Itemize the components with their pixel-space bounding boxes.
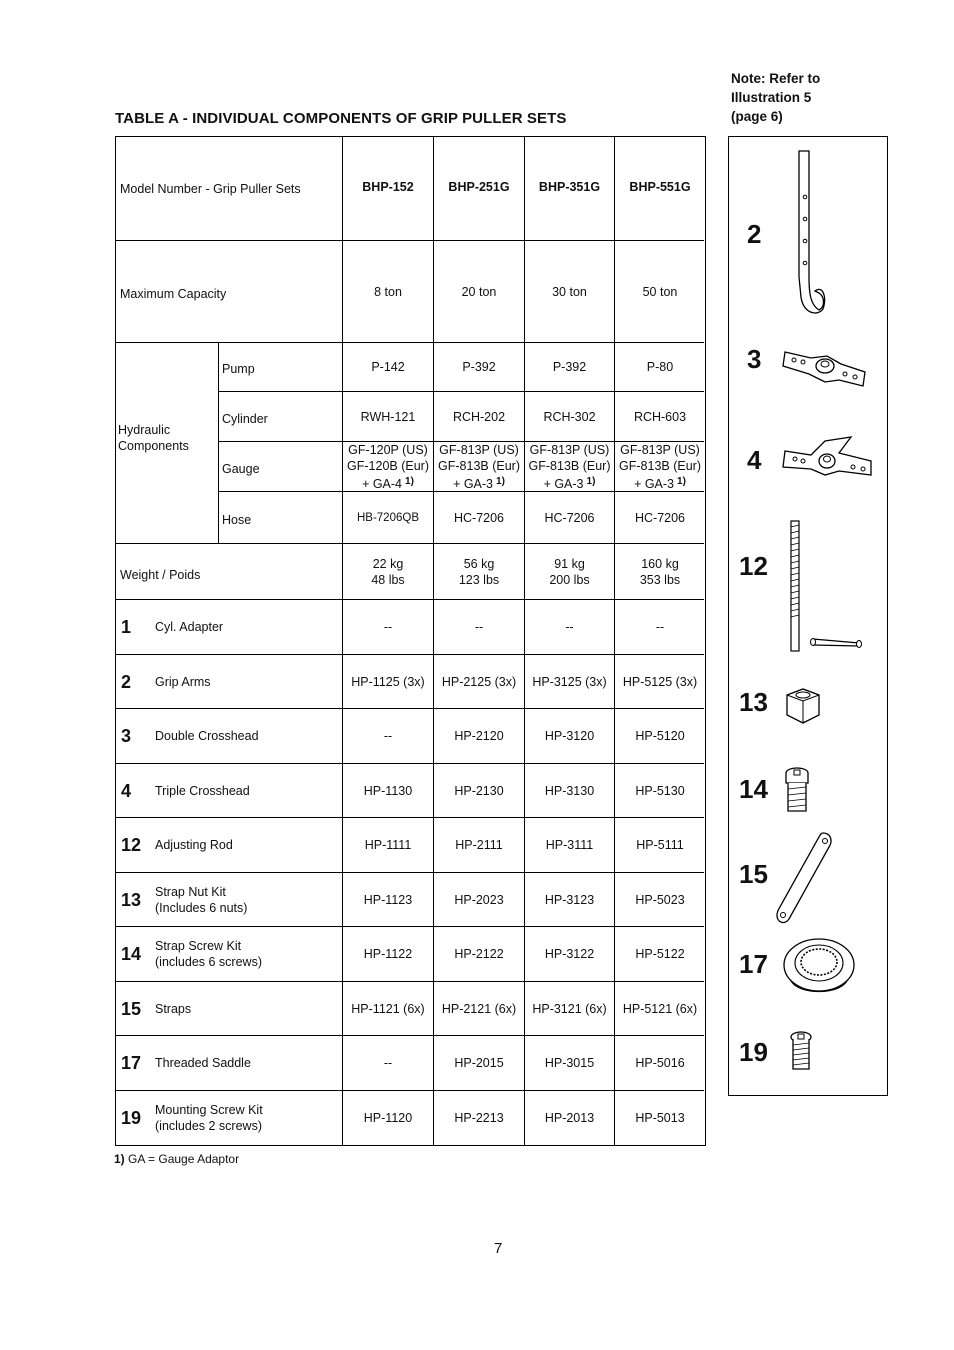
capacity-value: 8 ton [374,284,402,299]
component-label [155,764,340,818]
weight-label: Weight / Poids [120,568,201,582]
gauge-value [434,443,524,491]
component-part-number: HP-2013 [544,1111,595,1125]
component-part-number: HP-2120 [454,729,504,743]
gauge-line: + GA-3 [634,477,675,491]
gauge-line: GF-120P (US) [348,443,428,457]
component-part-number: HP-3130 [544,784,595,798]
component-part-number: -- [383,1056,393,1070]
weight-value [615,544,705,599]
component-part-number: HP-1130 [363,784,413,798]
pump-value: P-142 [371,360,405,374]
cylinder-value: RCH-302 [543,409,596,424]
component-number: 3 [121,725,132,746]
hydraulic-label-line: Components [118,439,189,453]
model-header: BHP-551G [629,180,691,194]
component-subtext: (includes 6 screws) [155,955,262,969]
component-number: 15 [121,998,142,1019]
component-number: 13 [121,889,142,910]
component-part-number: HP-1120 [363,1111,413,1125]
cylinder-value: RWH-121 [360,409,416,424]
component-label [155,818,340,872]
gauge-line: GF-813B (Eur) [619,459,701,473]
component-part-number: HP-3111 [545,838,594,852]
pump-value: P-392 [552,360,587,374]
gauge-line: GF-813B (Eur) [438,459,520,473]
component-subtext: (includes 2 screws) [155,1119,262,1133]
components-table [115,136,706,1146]
component-part-number: -- [474,620,484,634]
component-part-number: HP-2125 (3x) [441,675,517,689]
weight-value [343,544,433,599]
capacity-value: 50 ton [642,284,678,299]
component-label [155,927,340,981]
weight-lbs: 123 lbs [458,572,500,587]
component-number: 17 [121,1052,142,1073]
hose-value: HC-7206 [544,510,595,525]
footnote-ref: 1) [586,476,596,487]
component-part-number: -- [383,620,393,634]
pump-value: P-392 [462,360,496,374]
component-part-number: HP-5016 [635,1056,685,1070]
component-subtext: (Includes 6 nuts) [155,901,248,915]
component-part-number: HP-2111 [455,838,503,852]
illustration-note [731,69,820,126]
gauge-line: GF-813P (US) [529,443,610,457]
model-number-label: Model Number - Grip Puller Sets [120,181,301,196]
gauge-line: GF-813B (Eur) [528,459,611,473]
footnote [114,1152,239,1166]
gauge-value [343,443,433,491]
model-header: BHP-351G [538,180,601,194]
weight-kg: 22 kg [372,556,404,571]
footnote-ref: 1) [677,476,686,487]
component-part-number: HP-3015 [544,1056,595,1070]
capacity-value: 30 ton [552,284,587,299]
component-label [155,600,340,654]
hose-value: HC-7206 [634,510,686,525]
cylinder-value: RCH-202 [452,409,506,424]
component-part-number: HP-5111 [636,838,684,852]
illustration-number: 15 [739,859,768,889]
component-part-number: HP-5013 [635,1111,685,1125]
component-part-number: -- [565,620,574,634]
note-line: Illustration 5 [731,90,812,105]
illustration-number: 19 [739,1037,768,1067]
component-part-number: HP-1123 [363,893,413,907]
component-label [155,655,340,709]
strap-icon [773,829,837,925]
component-name: Mounting Screw Kit [155,1103,263,1117]
gauge-line: GF-813P (US) [439,443,519,457]
component-part-number: HP-1121 (6x) [351,1002,425,1016]
illustration-number: 4 [747,445,762,475]
illustration-number: 3 [747,344,762,374]
gauge-label: Gauge [222,462,260,476]
illustration-number: 17 [739,949,768,979]
illustration-number: 14 [739,774,768,804]
weight-lbs: 48 lbs [371,572,405,587]
component-label [155,982,340,1036]
illustration-number: 2 [747,219,762,249]
hose-label: Hose [222,513,252,527]
strap-screw-icon [783,765,813,817]
component-part-number: HP-2130 [454,784,504,798]
component-part-number: HP-1111 [364,838,412,852]
illustration-panel [728,136,888,1096]
weight-value [434,544,524,599]
footnote-ref: 1) [405,476,414,487]
model-header: BHP-251G [448,180,510,194]
component-label [155,873,340,927]
component-number: 4 [121,780,132,801]
weight-kg: 91 kg [554,556,585,571]
component-part-number: HP-1122 [363,947,413,961]
component-name: Cyl. Adapter [155,620,224,634]
component-name: Threaded Saddle [155,1056,251,1070]
weight-value [525,544,614,599]
component-name: Straps [155,1002,192,1016]
cylinder-label: Cylinder [222,412,268,426]
illustration-number: 12 [739,551,768,581]
pump-label: Pump [222,362,255,376]
component-part-number: HP-2023 [454,893,504,907]
double-crosshead-icon [781,342,871,392]
weight-kg: 56 kg [463,556,495,571]
gauge-line: GF-120B (Eur) [347,459,429,473]
component-number: 12 [121,834,142,855]
component-label [155,1091,340,1145]
gauge-value [525,443,614,491]
component-name: Double Crosshead [155,729,259,743]
gauge-line: + GA-4 [362,477,403,491]
component-name: Adjusting Rod [155,838,233,852]
component-part-number: HP-3121 (6x) [532,1002,607,1016]
component-part-number: HP-3120 [544,729,595,743]
component-part-number: HP-5120 [635,729,685,743]
hydraulic-label-line: Hydraulic [118,423,171,437]
grip-arm-icon [789,147,839,317]
weight-kg: 160 kg [641,556,679,571]
cylinder-value: RCH-603 [633,409,687,424]
mounting-screw-icon [789,1029,815,1075]
component-name: Strap Nut Kit [155,885,226,899]
max-capacity-label: Maximum Capacity [120,286,227,301]
component-number: 19 [121,1107,142,1128]
component-label [155,1036,340,1090]
component-part-number: HP-3122 [544,947,595,961]
note-line: Note: Refer to [731,71,821,86]
component-part-number: HP-5121 (6x) [622,1002,698,1016]
component-part-number: -- [383,729,393,743]
gauge-line: + GA-3 [453,477,494,491]
hose-value: HB-7206QB [356,511,419,524]
component-part-number: -- [655,620,665,634]
illustration-number: 13 [739,687,768,717]
page-number: 7 [494,1240,503,1257]
component-part-number: HP-2122 [454,947,504,961]
component-part-number: HP-2015 [454,1056,504,1070]
component-name: Grip Arms [155,675,211,689]
model-header: BHP-152 [362,180,414,194]
component-part-number: HP-5130 [635,784,685,798]
footnote-text: GA = Gauge Adaptor [128,1152,240,1166]
strap-nut-icon [781,685,825,727]
table-title: TABLE A - INDIVIDUAL COMPONENTS OF GRIP PULLER SETS [115,110,567,127]
component-number: 1 [121,616,132,637]
component-label [155,709,340,763]
pump-value: P-80 [646,360,674,374]
footnote-ref: 1) [496,476,505,487]
adjusting-rod-icon [785,515,865,655]
weight-lbs: 200 lbs [549,572,590,587]
component-part-number: HP-5122 [635,947,685,961]
note-line: (page 6) [731,109,783,124]
component-part-number: HP-5125 (3x) [622,675,698,689]
component-part-number: HP-3123 [544,893,595,907]
footnote-marker: 1) [114,1152,125,1166]
threaded-saddle-icon [781,935,857,1001]
component-name: Triple Crosshead [155,784,250,798]
gauge-value [615,443,705,491]
gauge-line: + GA-3 [543,477,584,491]
hose-value: HC-7206 [453,510,505,525]
component-name: Strap Screw Kit [155,939,242,953]
component-part-number: HP-2213 [454,1111,504,1125]
hydraulic-components-label [118,413,216,463]
component-part-number: HP-1125 (3x) [351,675,425,689]
component-number: 14 [121,943,142,964]
weight-lbs: 353 lbs [639,572,681,587]
capacity-value: 20 ton [461,284,497,299]
component-part-number: HP-2121 (6x) [441,1002,517,1016]
gauge-line: GF-813P (US) [620,443,700,457]
component-number: 2 [121,671,132,692]
component-part-number: HP-5023 [635,893,685,907]
component-part-number: HP-3125 (3x) [532,675,607,689]
triple-crosshead-icon [781,433,877,483]
